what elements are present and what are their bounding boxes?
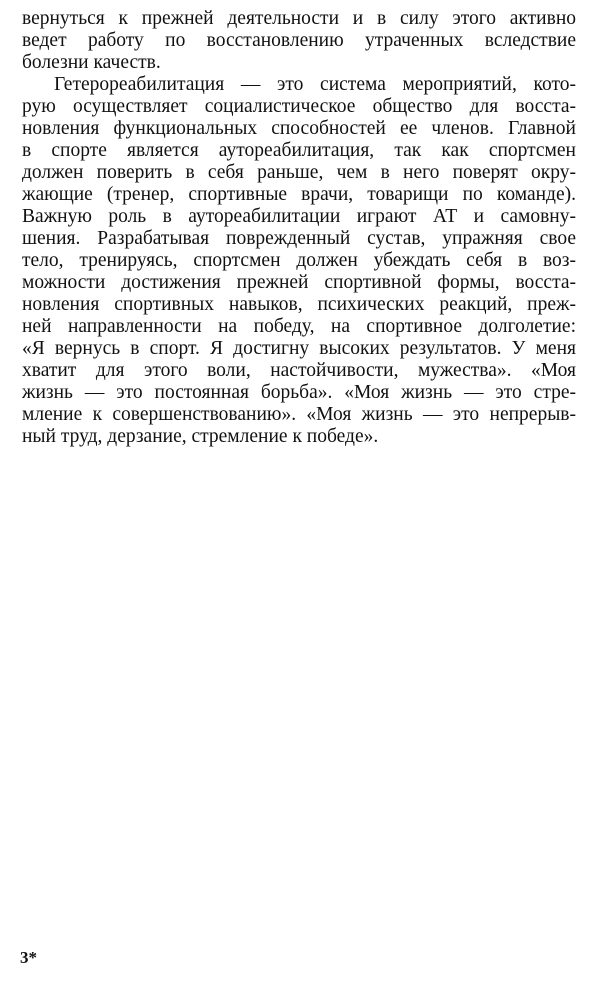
- text-line: можности достижения прежней спортивной формы, восста-: [22, 272, 576, 293]
- text-line: жающие (тренер, спортивные врачи, товарищи по команде).: [22, 184, 576, 205]
- text-line: болезни качеств.: [22, 52, 161, 73]
- text-line: хватит для этого воли, настойчивости, мужества». «Моя: [22, 360, 576, 381]
- text-line: новления спортивных навыков, психических реакций, преж-: [22, 294, 576, 315]
- text-line: Гетерореабилитация — это система мероприятий, кото-: [54, 74, 576, 95]
- text-line: новления функциональных способностей ее членов. Главной: [22, 118, 576, 139]
- text-line: тело, тренируясь, спортсмен должен убеждать себя в воз-: [22, 250, 576, 271]
- text-line: мление к совершенствованию». «Моя жизнь — это непрерыв-: [22, 404, 576, 425]
- text-line: в спорте является аутореабилитация, так как спортсмен: [22, 140, 576, 161]
- text-line: шения. Разрабатывая поврежденный сустав, упражняя свое: [22, 228, 576, 249]
- text-line: жизнь — это постоянная борьба». «Моя жизнь — это стре-: [22, 382, 576, 403]
- signature-mark: 3*: [20, 948, 37, 967]
- text-line: Важную роль в аутореабилитации играют АТ и самовну-: [22, 206, 576, 227]
- text-line: ный труд, дерзание, стремление к победе».: [22, 426, 379, 447]
- text-line: ней направленности на победу, на спортивное долголетие:: [22, 316, 576, 337]
- text-line: рую осуществляет социалистическое общество для восста-: [22, 96, 576, 117]
- text-line: вернуться к прежней деятельности и в силу этого активно: [22, 8, 576, 29]
- text-line: должен поверить в себя раньше, чем в него поверят окру-: [22, 162, 576, 183]
- text-line: «Я вернусь в спорт. Я достигну высоких результатов. У меня: [22, 338, 576, 359]
- text-line: ведет работу по восстановлению утраченных вследствие: [22, 30, 576, 51]
